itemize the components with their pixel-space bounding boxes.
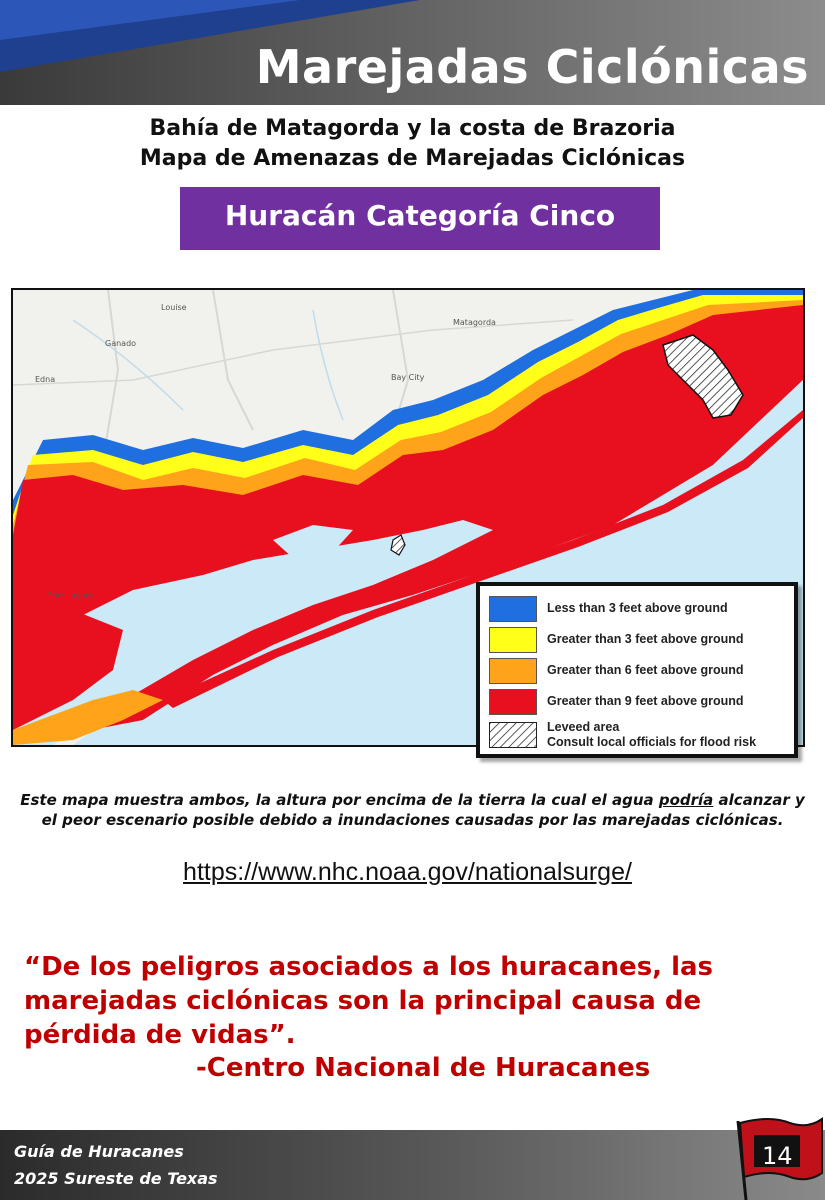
map-caption <box>20 790 805 830</box>
place-label-ganado: Ganado <box>105 339 137 348</box>
footer-band <box>0 1130 825 1200</box>
quote-attribution: -Centro Nacional de Huracanes <box>196 1053 651 1083</box>
map-legend <box>476 582 798 758</box>
caption-text-after: alcanzar y el peor escenario posible debido a inundaciones causadas por las marejadas ciclónicas. <box>41 791 805 829</box>
footer-guide-edition: 2025 Sureste de Texas <box>14 1169 218 1188</box>
place-label-louise: Louise <box>161 303 187 312</box>
place-label-bay-city: Bay City <box>391 373 425 382</box>
caption-emphasis: podría <box>658 791 714 809</box>
nhc-quote: “De los peligros asociados a los huracanes, las marejadas ciclónicas son la principal causa de pérdida de vidas”. <box>24 952 714 1050</box>
map-subtitle-type: Mapa de Amenazas de Marejadas Ciclónicas <box>139 146 686 171</box>
caption-text-before: Este mapa muestra ambos, la altura por encima de la tierra la cual el agua <box>20 791 659 809</box>
page-number: 14 <box>762 1142 793 1170</box>
place-label-port-lavaca: Port Lavaca <box>48 591 95 600</box>
legend-swatch-blue <box>489 596 537 622</box>
legend-label: Greater than 6 feet above ground <box>547 663 744 677</box>
hurricane-category-banner: Huracán Categoría Cinco <box>180 187 660 250</box>
legend-swatch-orange <box>489 658 537 684</box>
legend-label: Less than 3 feet above ground <box>547 601 728 615</box>
legend-label-leveed-line1: Leveed area <box>547 720 620 734</box>
legend-swatch-yellow <box>489 627 537 653</box>
place-label-matagorda: Matagorda <box>453 318 496 327</box>
legend-label-leveed <box>547 720 756 750</box>
legend-label: Greater than 3 feet above ground <box>547 632 744 646</box>
map-subtitle-region: Bahía de Matagorda y la costa de Brazoria <box>149 116 676 141</box>
legend-label-leveed-line2: Consult local officials for flood risk <box>547 735 757 749</box>
nhc-surge-link[interactable]: https://www.nhc.noaa.gov/nationalsurge/ <box>183 858 632 886</box>
place-label-edna: Edna <box>35 375 56 384</box>
footer-guide-title: Guía de Huracanes <box>14 1142 184 1161</box>
page-title: Marejadas Ciclónicas <box>255 40 809 94</box>
legend-swatch-red <box>489 689 537 715</box>
legend-swatch-hatched <box>489 722 537 748</box>
legend-label: Greater than 9 feet above ground <box>547 694 744 708</box>
